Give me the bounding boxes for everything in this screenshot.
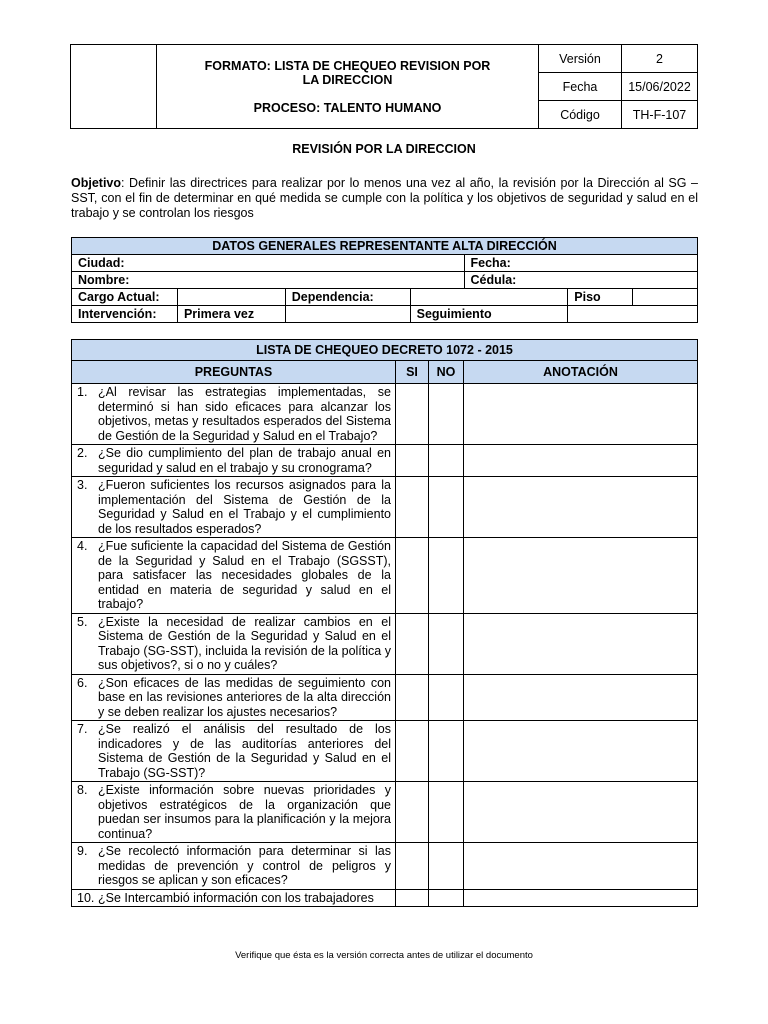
seguimiento-label: Seguimiento xyxy=(410,306,568,323)
primera-vez-label: Primera vez xyxy=(177,306,285,323)
si-cell[interactable] xyxy=(396,674,429,721)
ciudad-field[interactable] xyxy=(72,255,465,272)
anotacion-cell[interactable] xyxy=(464,721,698,782)
checklist-title: LISTA DE CHEQUEO DECRETO 1072 - 2015 xyxy=(72,340,698,361)
seguimiento-field[interactable] xyxy=(568,306,698,323)
primera-vez-field[interactable] xyxy=(285,306,410,323)
question-number: 6. xyxy=(77,675,88,690)
objective-paragraph xyxy=(71,176,698,221)
general-data-table xyxy=(71,237,698,323)
anotacion-cell[interactable] xyxy=(464,445,698,477)
anotacion-cell[interactable] xyxy=(464,538,698,614)
no-cell[interactable] xyxy=(429,445,464,477)
question-number: 3. xyxy=(77,478,88,492)
date-label: Fecha xyxy=(539,73,622,101)
question-text: ¿Se dio cumplimiento del plan de trabajo anual en seguridad y salud en el trabajo y su cronograma? xyxy=(98,446,391,475)
cargo-field[interactable] xyxy=(177,289,285,306)
document-header xyxy=(70,44,698,129)
si-cell[interactable] xyxy=(396,843,429,890)
objective-text: : Definir las directrices para realizar por lo menos una vez al año, la revisión por la Dirección al SG – SST, con el fin de determinar en qué medida se cumple con la política y los objetivos de seguridad y salud en el trabajo y se controlan los riesgos xyxy=(71,176,698,220)
si-cell[interactable] xyxy=(396,613,429,674)
dependencia-label: Dependencia: xyxy=(285,289,410,306)
date-value: 15/06/2022 xyxy=(622,73,698,101)
no-cell[interactable] xyxy=(429,782,464,843)
anotacion-cell[interactable] xyxy=(464,477,698,538)
no-cell[interactable] xyxy=(429,477,464,538)
no-cell[interactable] xyxy=(429,889,464,907)
si-cell[interactable] xyxy=(396,538,429,614)
no-cell[interactable] xyxy=(429,384,464,445)
code-label: Código xyxy=(539,101,622,129)
ciudad-label: Ciudad: xyxy=(78,256,125,270)
table-row xyxy=(72,889,698,907)
cedula-label: Cédula: xyxy=(470,273,517,287)
table-row xyxy=(72,674,698,721)
question-number: 2. xyxy=(77,446,88,460)
nombre-label: Nombre: xyxy=(78,273,130,287)
objective-label: Objetivo xyxy=(71,176,122,190)
anotacion-cell[interactable] xyxy=(464,613,698,674)
col-no: NO xyxy=(429,361,464,384)
question-number: 1. xyxy=(77,385,88,399)
si-cell[interactable] xyxy=(396,889,429,907)
question-text: ¿Existe información sobre nuevas prioridades y objetivos estratégicos de la organización que puedan ser insumos para la planificación y la mejora continua? xyxy=(98,783,391,841)
code-value: TH-F-107 xyxy=(622,101,698,129)
dependencia-field[interactable] xyxy=(410,289,568,306)
no-cell[interactable] xyxy=(429,674,464,721)
question-text: ¿Se realizó el análisis del resultado de los indicadores y de las auditorías anteriores del Sistema de Gestión de la Seguridad y Salud en el Trabajo (SG-SST)? xyxy=(98,722,391,780)
piso-field[interactable] xyxy=(633,289,698,306)
no-cell[interactable] xyxy=(429,843,464,890)
si-cell[interactable] xyxy=(396,721,429,782)
si-cell[interactable] xyxy=(396,782,429,843)
si-cell[interactable] xyxy=(396,445,429,477)
cedula-field[interactable] xyxy=(464,272,698,289)
nombre-field[interactable] xyxy=(72,272,465,289)
table-row xyxy=(72,782,698,843)
question-number: 8. xyxy=(77,783,88,797)
logo-area xyxy=(71,45,157,129)
question-number: 10. xyxy=(77,890,95,905)
anotacion-cell[interactable] xyxy=(464,889,698,907)
table-row xyxy=(72,721,698,782)
question-number: 7. xyxy=(77,722,88,736)
table-row xyxy=(72,384,698,445)
question-text: ¿Existe la necesidad de realizar cambios en el Sistema de Gestión de la Seguridad y Salud en el Trabajo (SG-SST), incluida la revisión de la política y sus objetivos?, si o no y cuáles? xyxy=(98,614,391,672)
checklist-table xyxy=(71,339,698,907)
anotacion-cell[interactable] xyxy=(464,782,698,843)
col-si: SI xyxy=(396,361,429,384)
anotacion-cell[interactable] xyxy=(464,843,698,890)
question-text: ¿Se recolectó información para determinar si las medidas de prevención y control de peligros y riesgos se aplican y son eficaces? xyxy=(98,844,391,887)
process-title: PROCESO: TALENTO HUMANO xyxy=(253,100,442,115)
question-number: 5. xyxy=(77,614,88,629)
question-text: ¿Al revisar las estrategias implementadas, se determinó si han sido eficaces para alcanzar los objetivos, metas y resultados esperados del Sistema de Gestión de la Seguridad y Salud en el Trabajo? xyxy=(98,385,391,443)
general-data-title: DATOS GENERALES REPRESENTANTE ALTA DIRECCIÓN xyxy=(72,238,698,255)
section-title: REVISIÓN POR LA DIRECCION xyxy=(292,142,476,156)
anotacion-cell[interactable] xyxy=(464,674,698,721)
format-title: FORMATO: LISTA DE CHEQUEO REVISION POR LA DIRECCION xyxy=(204,58,491,87)
fecha-label: Fecha: xyxy=(470,256,511,270)
no-cell[interactable] xyxy=(429,613,464,674)
table-row xyxy=(72,613,698,674)
table-row xyxy=(72,445,698,477)
piso-label: Piso xyxy=(568,289,633,306)
version-value: 2 xyxy=(622,45,698,73)
intervencion-label: Intervención: xyxy=(72,306,178,323)
question-number: 9. xyxy=(77,844,88,858)
footer-note: Verifique que ésta es la versión correcta antes de utilizar el documento xyxy=(235,950,533,961)
question-text: ¿Son eficaces de las medidas de seguimiento con base en las revisiones anteriores de la alta dirección y se deben realizar los ajustes necesarios? xyxy=(98,675,391,719)
cargo-label: Cargo Actual: xyxy=(72,289,178,306)
col-anotacion: ANOTACIÓN xyxy=(464,361,698,384)
no-cell[interactable] xyxy=(429,721,464,782)
no-cell[interactable] xyxy=(429,538,464,614)
header-title-cell xyxy=(157,45,539,129)
table-row xyxy=(72,843,698,890)
version-label: Versión xyxy=(539,45,622,73)
question-number: 4. xyxy=(77,539,88,553)
question-text: ¿Fueron suficientes los recursos asignados para la implementación del Sistema de Gestión de la Seguridad y Salud en el Trabajo y el cumplimiento de los resultados esperados? xyxy=(98,478,391,536)
fecha-field[interactable] xyxy=(464,255,698,272)
si-cell[interactable] xyxy=(396,384,429,445)
table-row xyxy=(72,477,698,538)
anotacion-cell[interactable] xyxy=(464,384,698,445)
col-preguntas: PREGUNTAS xyxy=(72,361,396,384)
si-cell[interactable] xyxy=(396,477,429,538)
question-text: ¿Se Intercambió información con los trabajadores xyxy=(98,890,374,905)
question-text: ¿Fue suficiente la capacidad del Sistema de Gestión de la Seguridad y Salud en el Trabajo (SGSST), para satisfacer las necesidades globales de la entidad en materia de seguridad y salud en el trabajo? xyxy=(98,539,391,611)
table-row xyxy=(72,538,698,614)
